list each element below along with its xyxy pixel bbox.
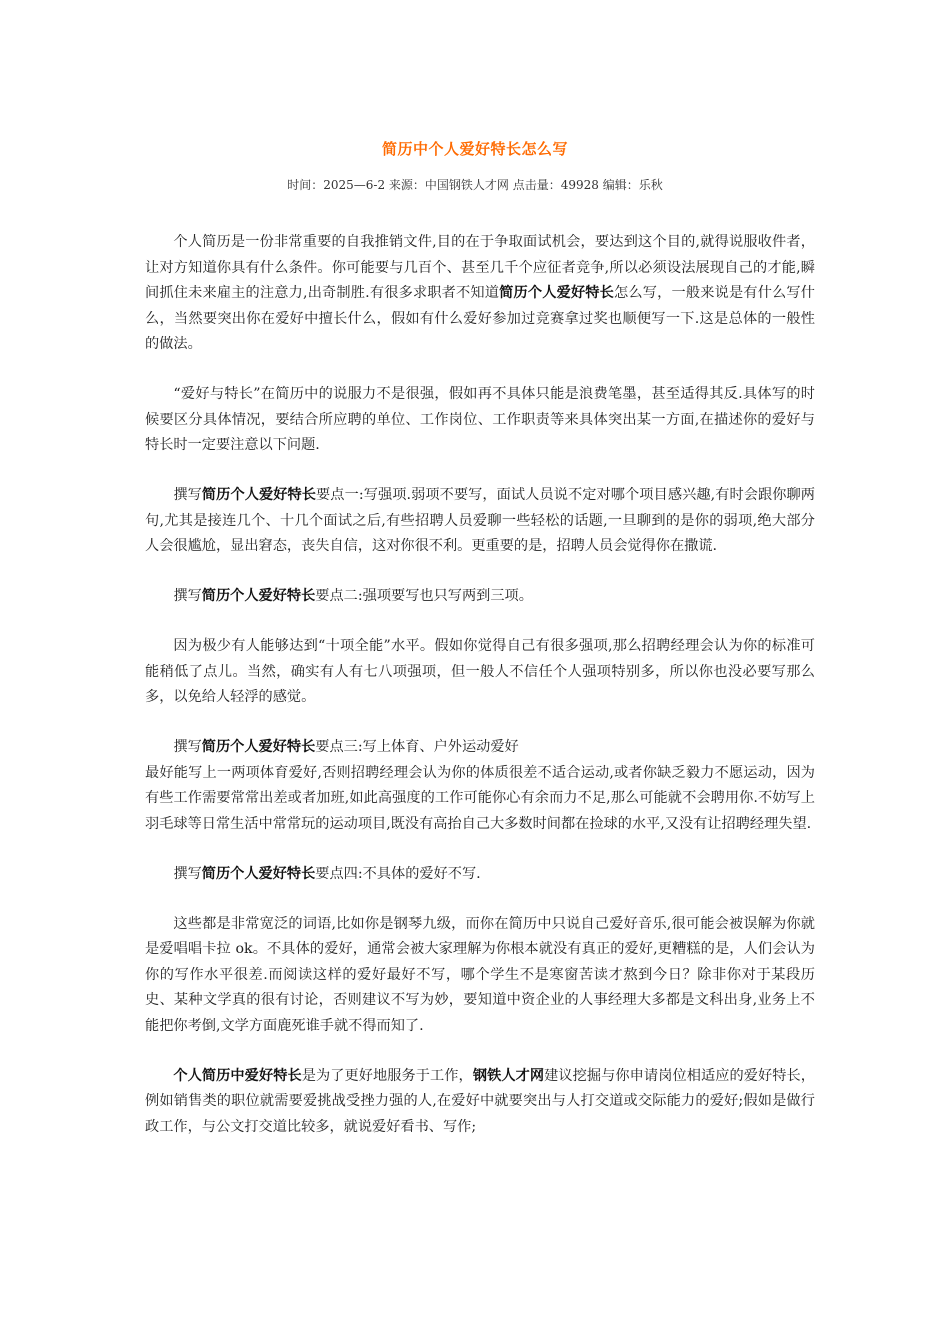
text-continuation: 最好能写上一两项体育爱好,否则招聘经理会认为你的体质很差不适合运动,或者你缺乏毅力不愿运动，因为有些工作需要常常出差或者加班,如此高强度的工作可能你心有余而力不足,那么可能就不会聘用你.不妨写上羽毛球等日常生活中常常玩的运动项目,既没有高抬自己大多数时间都在捡球的水平,又没有让招聘经理失望. <box>145 764 815 832</box>
article-title: 简历中个人爱好特长怎么写 <box>381 140 568 158</box>
text-segment: 撰写 <box>173 739 202 755</box>
paragraph-6 <box>145 735 815 837</box>
text-segment: 怎么写，一般来说是有什么写什么，当然要突出你在爱好中擅长什么，假如有什么爱好参加过竞赛拿过奖也顺便写一下.这是总体的一般性的做法。 <box>145 285 815 352</box>
paragraph-1 <box>145 230 815 358</box>
keyword-link: 简历个人爱好特长 <box>499 285 615 301</box>
keyword-link: 简历个人爱好特长 <box>201 487 317 503</box>
text-segment: 是为了更好地服务于工作， <box>301 1067 473 1084</box>
keyword-link: 简历个人爱好特长 <box>201 865 316 882</box>
text-segment: 这些都是非常宽泛的词语,比如你是钢琴九级，而你在简历中只说自己爱好音乐,很可能会被误解为你就是爱唱唱卡拉 ok。不具体的爱好，通常会被大家理解为你根本就没有真正的爱好,更糟糕的是，人们会认为你的写作水平很差.而阅读这样的爱好最好不写，哪个学生不是寒窗苦读才熬到今日？除非你对于某段历史、某种文学真的很有讨论，否则建议不写为妙，要知道中资企业的人事经理大多都是文科出身,业务上不能把你考倒,文学方面鹿死谁手就不得而知了. <box>145 915 815 1034</box>
text-segment: 撰写 <box>173 487 202 503</box>
keyword-link: 个人简历中爱好特长 <box>173 1067 302 1084</box>
text-segment: 建议挖掘与你申请岗位相适应的爱好特长，例如销售类的职位就需要爱挑战受挫力强的人,在爱好中就要突出与人打交道或交际能力的爱好;假如是做行政工作，与公文打交道比较多，就说爱好看书、写作; <box>145 1067 815 1135</box>
paragraph-8 <box>145 912 815 1040</box>
text-segment: 要点四:不具体的爱好不写. <box>315 865 481 882</box>
keyword-link: 简历个人爱好特长 <box>201 588 316 604</box>
paragraph-7 <box>145 862 815 888</box>
text-segment: 撰写 <box>173 588 202 604</box>
text-segment: 要点三:写上体育、户外运动爱好 <box>315 739 519 755</box>
text-segment: 因为极少有人能够达到“十项全能”水平。假如你觉得自己有很多强项,那么招聘经理会认为你的标准可能稍低了点儿。当然，确实有人有七八项强项，但一般人不信任个人强项特别多，所以你也没必要写那么多，以免给人轻浮的感觉。 <box>145 638 815 705</box>
text-segment: “爱好与特长”在简历中的说服力不是很强，假如再不具体只能是浪费笔墨，甚至适得其反.具体写的时候要区分具体情况，要结合所应聘的单位、工作岗位、工作职责等来具体突出某一方面,在描述你的爱好与特长时一定要注意以下问题. <box>145 386 815 453</box>
paragraph-3 <box>145 483 815 560</box>
article-meta: 时间：2025—6-2 来源：中国钢铁人才网 点击量：49928 编辑：乐秋 <box>287 178 663 192</box>
paragraph-9 <box>145 1064 815 1141</box>
text-segment: 要点一:写强项.弱项不要写，面试人员说不定对哪个项目感兴趣,有时会跟你聊两句,尤其是接连几个、十几个面试之后,有些招聘人员爱聊一些轻松的话题,一旦聊到的是你的弱项,绝大部分人会很尴尬，显出窘态，丧失自信，这对你很不利。更重要的是，招聘人员会觉得你在撒谎. <box>145 487 815 554</box>
paragraph-5 <box>145 634 815 711</box>
text-segment: 撰写 <box>173 865 202 882</box>
article-body <box>145 230 815 1165</box>
site-name-link: 钢铁人才网 <box>472 1067 545 1084</box>
paragraph-2 <box>145 382 815 459</box>
text-segment: 个人简历是一份非常重要的自我推销文件,目的在于争取面试机会，要达到这个目的,就得说服收件者，让对方知道你具有什么条件。你可能要与几百个、甚至几千个应征者竞争,所以必须设法展现自己的才能,瞬间抓住未来雇主的注意力,出奇制胜.有很多求职者不知道 <box>145 234 815 301</box>
paragraph-4 <box>145 584 815 610</box>
text-segment: 要点二:强项要写也只写两到三项。 <box>315 588 533 604</box>
keyword-link: 简历个人爱好特长 <box>201 739 316 755</box>
